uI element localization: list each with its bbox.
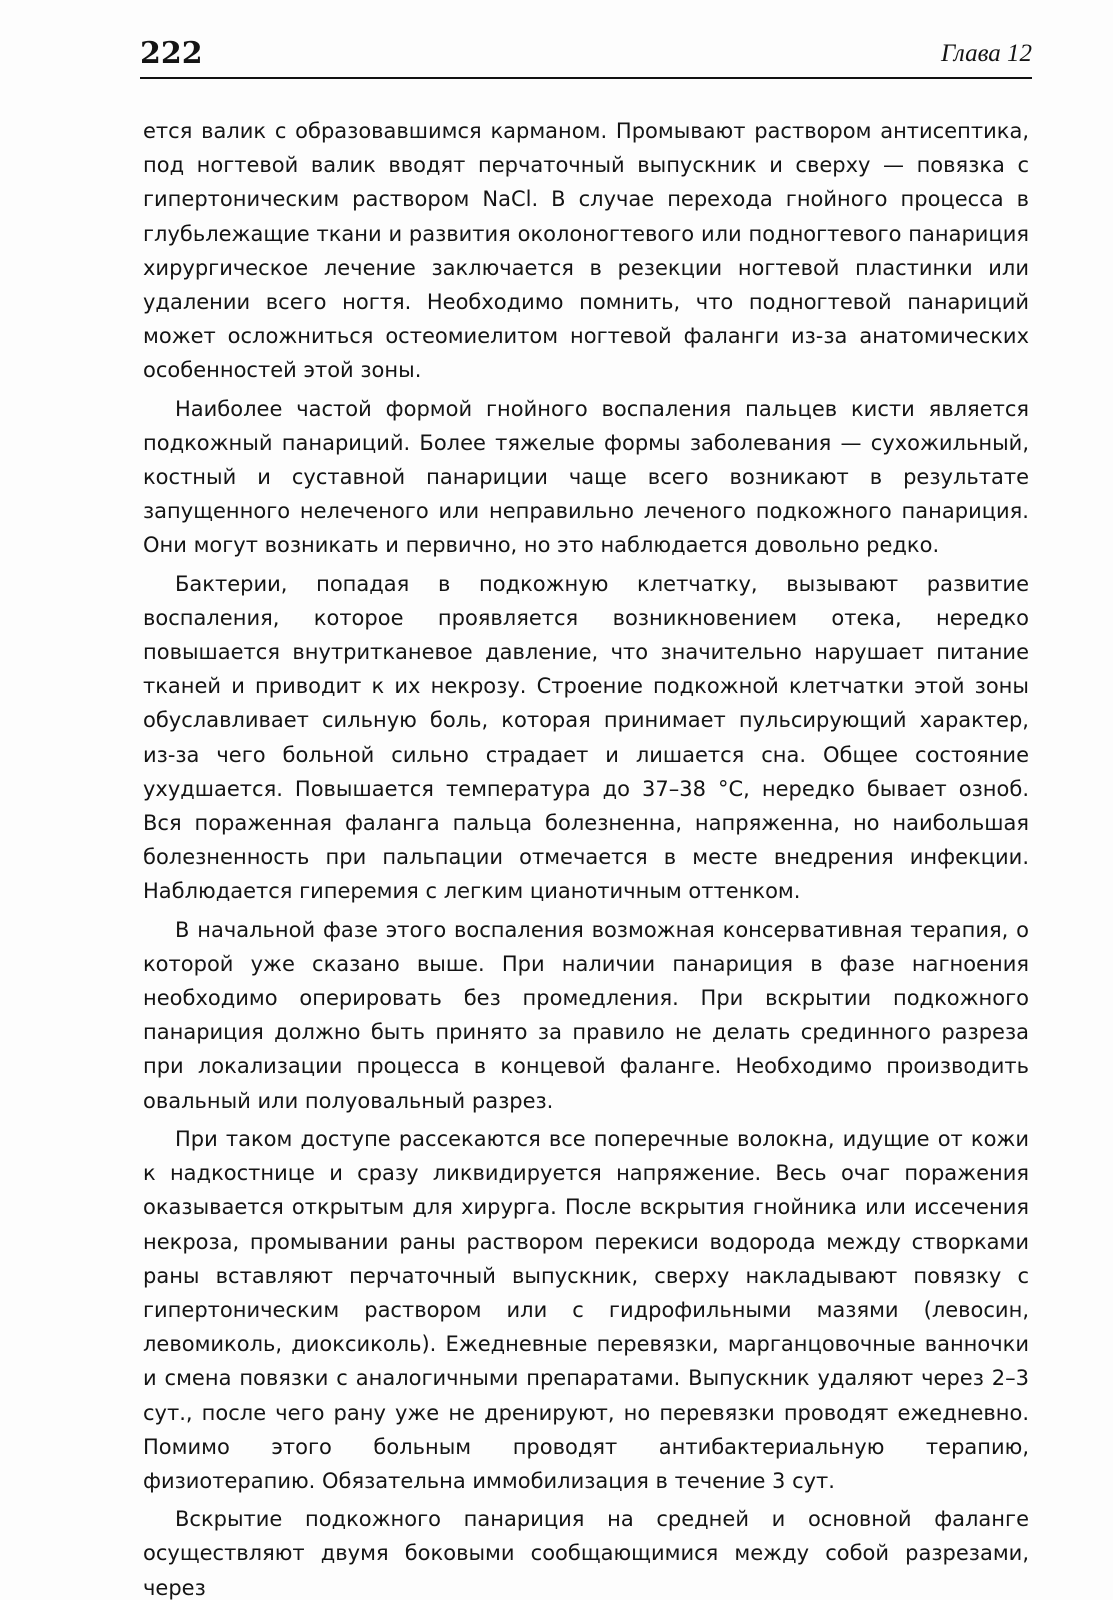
- paragraph: Наиболее частой формой гнойного воспаления пальцев кисти является подкожный панариций. Более тяжелые формы заболевания — сухожильный, костный и суставной панариции чаще всего возникают в результате запущенного нелеченого или неправильно леченого подкожного панариция. Они могут возникать и первично, но это наблюдается довольно редко.: [143, 396, 1029, 558]
- header-rule: [140, 77, 1032, 79]
- paragraph: ется валик с образовавшимся карманом. Промывают раствором антисептика, под ногтевой валик вводят перчаточный выпускник и сверху — повязка с гипертоническим раствором NaCl. В случае перехода гнойного процесса в глубьлежащие ткани и развития околоногтевого или подногтевого панариция хирургическое лечение заключается в резекции ногтевой пластинки или удалении всего ногтя. Необходимо помнить, что подногтевой панариций может осложниться остеомиелитом ногтевой фаланги из-за анатомических особенностей этой зоны.: [143, 119, 1029, 383]
- paragraph: При таком доступе рассекаются все поперечные волокна, идущие от кожи к надкостнице и сразу ликвидируется напряжение. Весь очаг поражения оказывается открытым для хирурга. После вскрытия гнойника или иссечения некроза, промывании раны раствором перекиси водорода между створками раны вставляют перчаточный выпускник, сверху накладывают повязку с гипертоническим раствором или с гидрофильными мазями (левосин, левомиколь, диоксиколь). Ежедневные перевязки, марганцовочные ванночки и смена повязки с аналогичными препаратами. Выпускник удаляют через 2–3 сут., после чего рану уже не дренируют, но перевязки проводят ежедневно. Помимо этого больным проводят антибактериальную терапию, физиотерапию. Обязательна иммобилизация в течение 3 сут.: [143, 1126, 1029, 1493]
- paragraph: Вскрытие подкожного панариция на средней и основной фаланге осуществляют двумя боковыми сообщающимися между собой разрезами, через: [143, 1507, 1029, 1600]
- page-number: 222: [140, 36, 203, 71]
- running-header: [140, 38, 1032, 78]
- body-text: [143, 114, 1029, 1609]
- paragraph: В начальной фазе этого воспаления возможная консервативная терапия, о которой уже сказано выше. При наличии панариция в фазе нагноения необходимо оперировать без промедления. При вскрытии подкожного панариция должно быть принято за правило не делать срединного разреза при локализации процесса в концевой фаланге. Необходимо производить овальный или полуовальный разрез.: [143, 917, 1029, 1113]
- chapter-title: Глава 12: [940, 40, 1032, 67]
- paragraph: Бактерии, попадая в подкожную клетчатку, вызывают развитие воспаления, которое проявляется возникновением отека, нередко повышается внутритканевое давление, что значительно нарушает питание тканей и приводит к их некрозу. Строение подкожной клетчатки этой зоны обуславливает сильную боль, которая принимает пульсирующий характер, из-за чего больной сильно страдает и лишается сна. Общее состояние ухудшается. Повышается температура до 37–38 °С, нередко бывает озноб. Вся пораженная фаланга пальца болезненна, напряженна, но наибольшая болезненность при пальпации отмечается в месте внедрения инфекции. Наблюдается гиперемия с легким цианотичным оттенком.: [143, 571, 1029, 904]
